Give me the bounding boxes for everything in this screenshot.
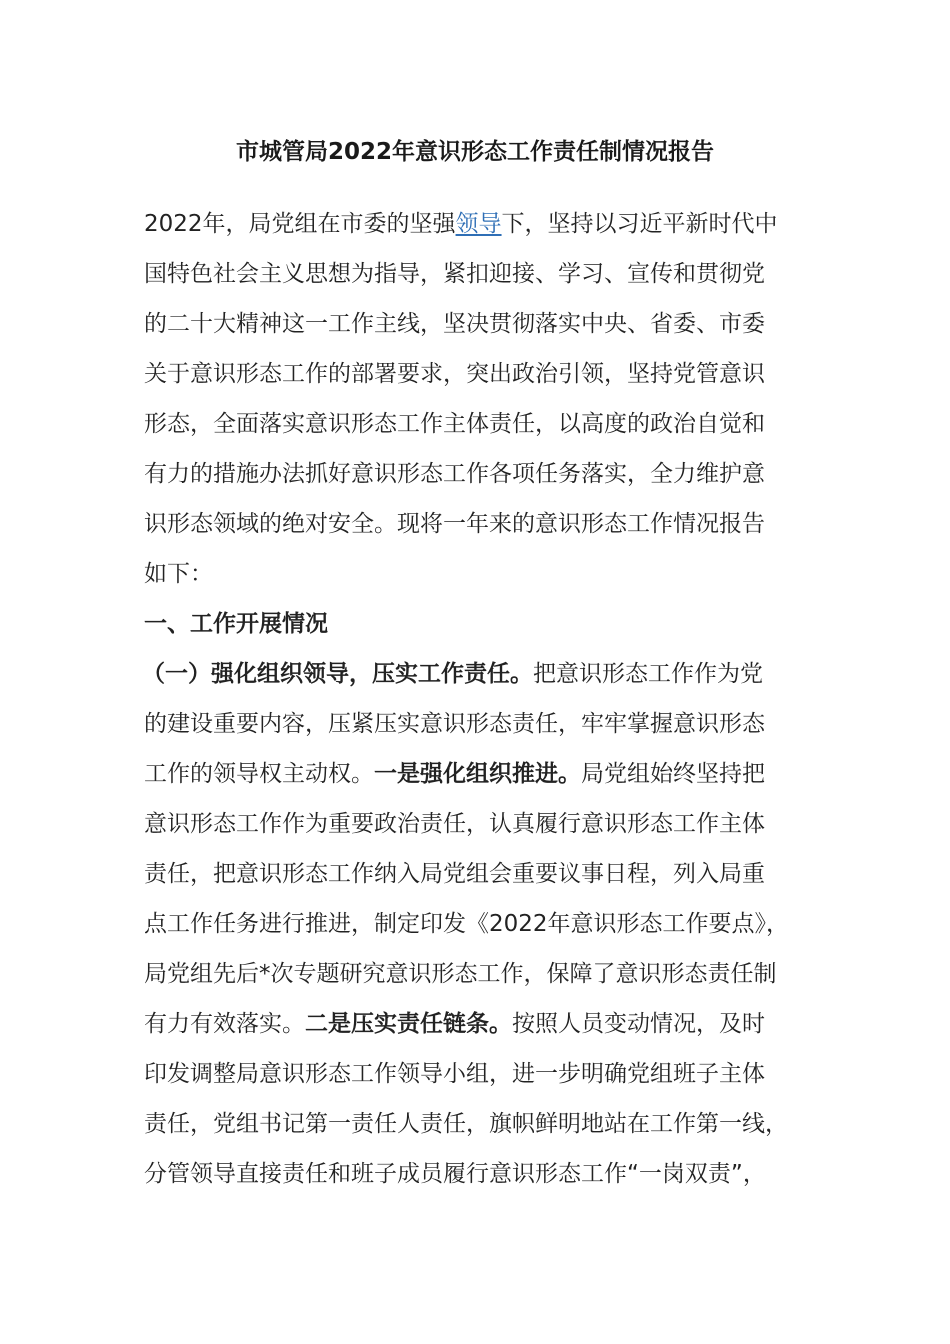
line-text: 有力有效落实。 bbox=[144, 1011, 305, 1037]
line-text: 按照人员变动情况，及时 bbox=[512, 1011, 765, 1037]
paragraph-line: 责任，把意识形态工作纳入局党组会重要议事日程，列入局重 bbox=[144, 861, 765, 887]
paragraph-line: 的二十大精神这一工作主线，坚决贯彻落实中央、省委、市委 bbox=[144, 311, 765, 337]
paragraph-line: 的建设重要内容，压紧压实意识形态责任，牢牢掌握意识形态 bbox=[144, 711, 765, 737]
section-heading: 一、工作开展情况 bbox=[144, 611, 328, 637]
paragraph-line: 局党组先后*次专题研究意识形态工作，保障了意识形态责任制 bbox=[144, 961, 777, 987]
emphasis-text: 二是压实责任链条。 bbox=[305, 1011, 512, 1037]
paragraph-line: 分管领导直接责任和班子成员履行意识形态工作“一岗双责”， bbox=[144, 1161, 766, 1187]
paragraph-line bbox=[144, 749, 844, 799]
document-title: 市城管局2022年意识形态工作责任制情况报告 bbox=[235, 139, 714, 165]
line-text: 把意识形态工作作为党 bbox=[533, 661, 763, 687]
paragraph-line bbox=[144, 999, 844, 1049]
paragraph-line bbox=[142, 649, 842, 699]
paragraph-line: 印发调整局意识形态工作领导小组，进一步明确党组班子主体 bbox=[144, 1061, 765, 1087]
paragraph-line bbox=[144, 199, 844, 249]
line-text: 工作的领导权主动权。 bbox=[144, 761, 374, 787]
line-text: 2022年，局党组在市委的坚强 bbox=[144, 211, 456, 237]
subheading-text: （一）强化组织领导，压实工作责任。 bbox=[142, 661, 533, 687]
line-text: 下，坚持以习近平新时代中 bbox=[501, 211, 778, 237]
paragraph-line: 关于意识形态工作的部署要求，突出政治引领，坚持党管意识 bbox=[144, 361, 765, 387]
paragraph-line: 识形态领域的绝对安全。现将一年来的意识形态工作情况报告 bbox=[144, 511, 765, 537]
line-text: 局党组始终坚持把 bbox=[581, 761, 765, 787]
link-leadership[interactable]: 领导 bbox=[455, 211, 502, 237]
paragraph-line: 国特色社会主义思想为指导，紧扣迎接、学习、宣传和贯彻党 bbox=[144, 261, 765, 287]
paragraph-line: 意识形态工作作为重要政治责任，认真履行意识形态工作主体 bbox=[144, 811, 765, 837]
paragraph-line: 如下： bbox=[144, 561, 213, 587]
paragraph-line: 责任，党组书记第一责任人责任，旗帜鲜明地站在工作第一线， bbox=[144, 1111, 788, 1137]
paragraph-line: 有力的措施办法抓好意识形态工作各项任务落实，全力维护意 bbox=[144, 461, 765, 487]
emphasis-text: 一是强化组织推进。 bbox=[374, 761, 581, 787]
paragraph-line: 形态，全面落实意识形态工作主体责任，以高度的政治自觉和 bbox=[144, 411, 765, 437]
paragraph-line: 点工作任务进行推进，制定印发《2022年意识形态工作要点》， bbox=[144, 911, 790, 937]
